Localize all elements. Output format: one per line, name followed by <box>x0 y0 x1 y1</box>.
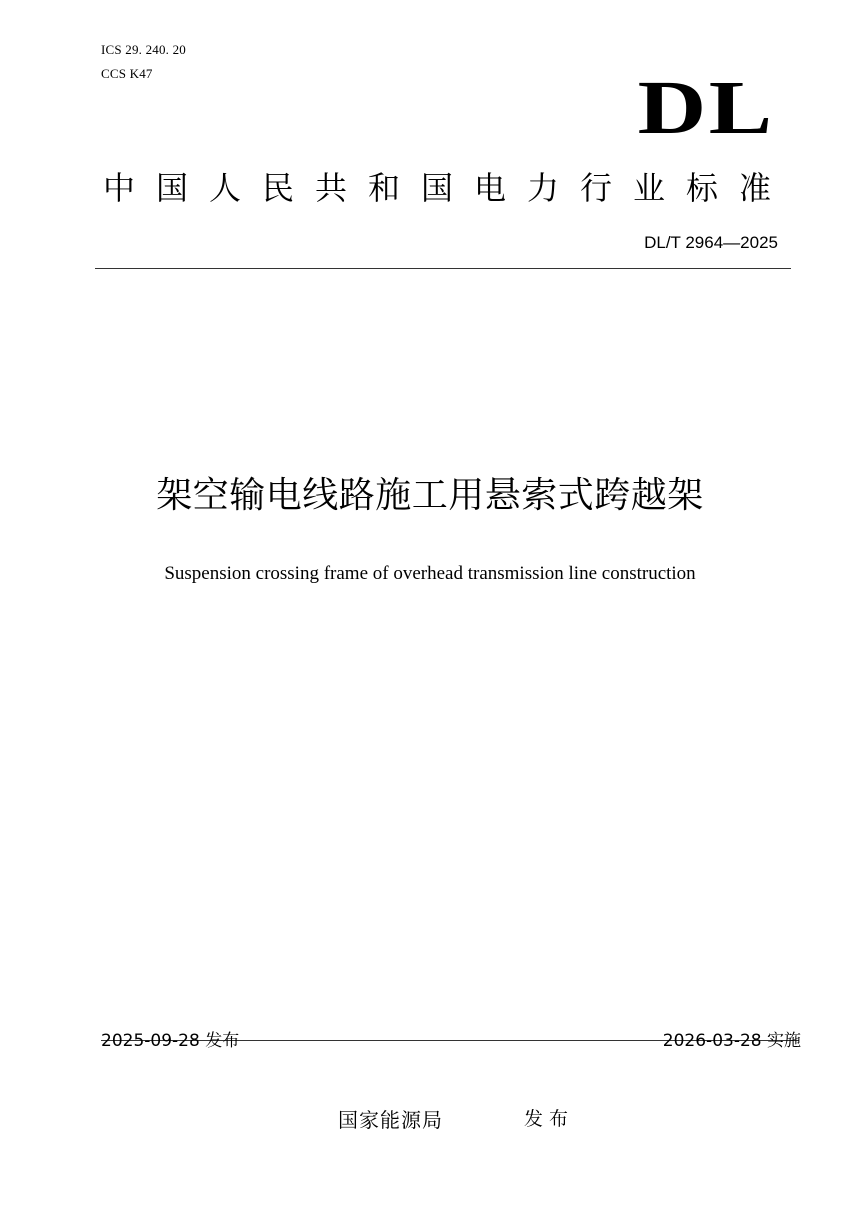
ccs-code: CCS K47 <box>101 66 153 81</box>
implement-date: 2026-03-28 实施 <box>662 1031 801 1051</box>
publish-date: 2025-09-28 发布 <box>101 1031 240 1051</box>
issuing-authority: 国家能源局 <box>338 1108 443 1132</box>
document-title-english: Suspension crossing frame of overhead transmission line construction <box>164 563 696 584</box>
ics-code: ICS 29. 240. 20 <box>101 42 186 57</box>
document-title-chinese: 架空输电线路施工用悬索式跨越架 <box>156 475 704 516</box>
dl-logo: DL <box>638 66 775 150</box>
issue-label: 发布 <box>524 1108 575 1130</box>
organization-title: 中国人民共和国电力行业标准 <box>103 169 793 207</box>
top-divider <box>95 268 791 269</box>
standard-number: DL/T 2964—2025 <box>644 233 778 252</box>
